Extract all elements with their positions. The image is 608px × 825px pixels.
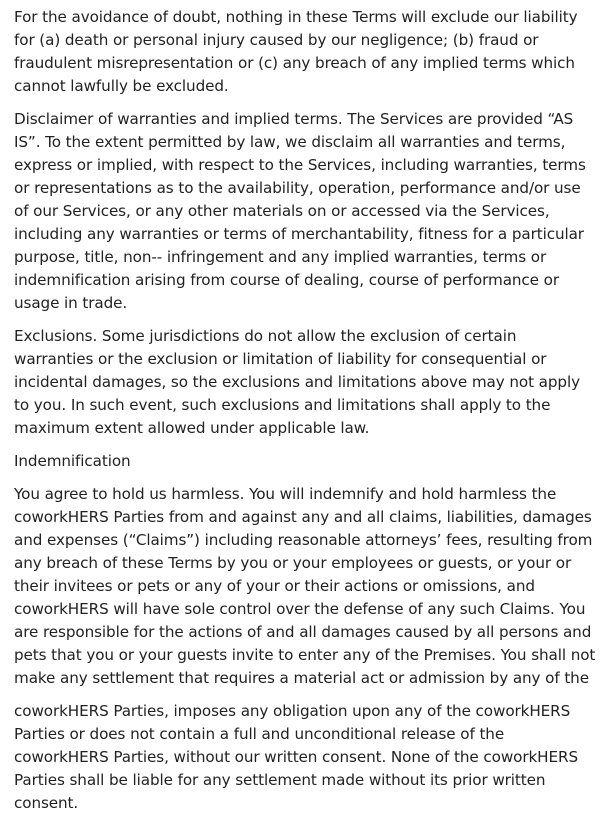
indemnification-continuation-paragraph: coworkHERS Parties, imposes any obligation upon any of the coworkHERS Parties or does not contain a full and unconditional release of the coworkHERS Parties, without our written consent. None of the coworkHERS Parties shall be liable for any settlement made without its prior written consent. (14, 702, 578, 812)
indemnification-paragraph: You agree to hold us harmless. You will indemnify and hold harmless the coworkHERS Parties from and against any and all claims, liabilities, damages and expenses (“Claims”) including reasonable attorneys’ fees, resulting from any breach of these Terms by you or your employees or guests, or your or their invitees or pets or any of your or their actions or omissions, and coworkHERS will have sole control over the defense of any such Claims. You are responsible for the actions of and all damages caused by all persons and pets that you or your guests invite to enter any of the Premises. You shall not make any settlement that requires a material act or admission by any of the (14, 485, 596, 687)
exclusions-paragraph: Exclusions. Some jurisdictions do not allow the exclusion of certain warranties or the exclusion or limitation of liability for consequential or incidental damages, so the exclusions and limitations above may not apply to you. In such event, such exclusions and limitations shall apply to the maximum extent allowed under applicable law. (14, 327, 580, 437)
indemnification-heading: Indemnification (14, 452, 131, 470)
terms-document (14, 6, 596, 825)
liability-paragraph: For the avoidance of doubt, nothing in these Terms will exclude our liability for (a) death or personal injury caused by our negligence; (b) fraud or fraudulent misrepresentation or (c) any breach of any implied terms which cannot lawfully be excluded. (14, 8, 578, 95)
disclaimer-paragraph: Disclaimer of warranties and implied terms. The Services are provided “AS IS”. To the extent permitted by law, we disclaim all warranties and terms, express or implied, with respect to the Services, including warranties, terms or representations as to the availability, operation, performance and/or use of our Services, or any other materials on or accessed via the Services, including any warranties or terms of merchantability, fitness for a particular purpose, title, non-- infringement and any implied warranties, terms or indemnification arising from course of dealing, course of performance or usage in trade. (14, 110, 586, 312)
